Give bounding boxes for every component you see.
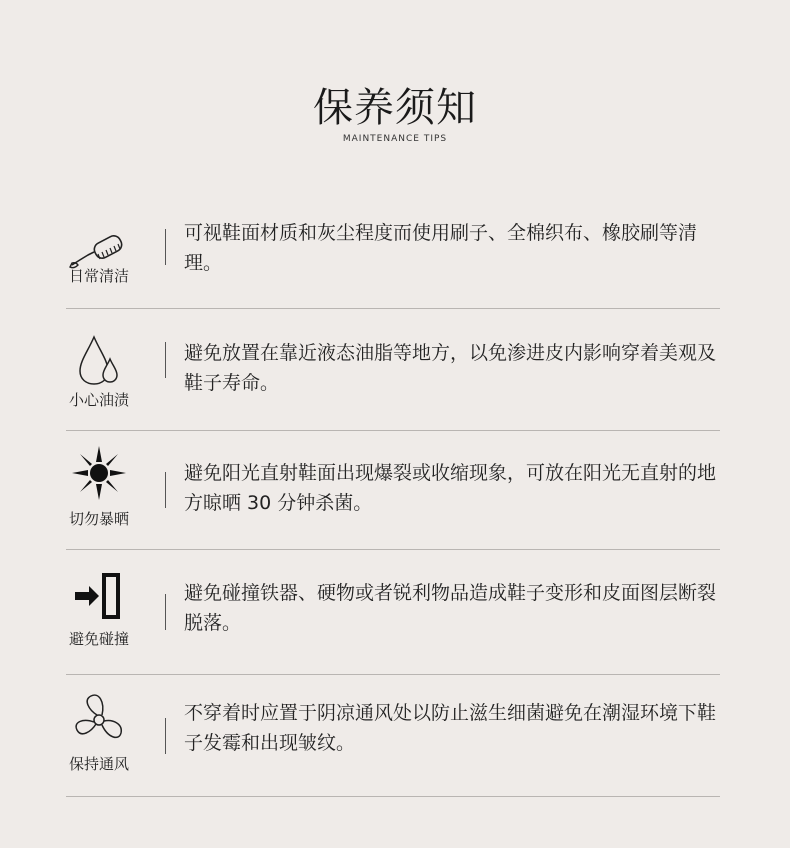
tip-text: 避免放置在靠近液态油脂等地方，以免渗进皮内影响穿着美观及鞋子寿命。 bbox=[184, 342, 717, 394]
divider bbox=[66, 796, 720, 797]
tip-text: 不穿着时应置于阴凉通风处以防止滋生细菌避免在潮湿环境下鞋子发霉和出现皱纹。 bbox=[184, 702, 717, 754]
tip-label: 切勿暴晒 bbox=[68, 510, 129, 528]
tip-label: 日常清洁 bbox=[68, 267, 129, 285]
separator bbox=[165, 718, 166, 754]
tip-text: 避免阳光直射鞋面出现爆裂或收缩现象，可放在阳光无直射的地方晾晒 30 分钟杀菌。 bbox=[184, 462, 717, 514]
fan-icon bbox=[60, 690, 138, 750]
page-title: 保养须知 bbox=[313, 85, 477, 131]
tip-label: 小心油渍 bbox=[68, 391, 129, 409]
separator bbox=[165, 472, 166, 508]
page-subtitle: MAINTENANCE TIPS bbox=[342, 134, 448, 144]
tip-label: 避免碰撞 bbox=[68, 630, 129, 648]
divider bbox=[66, 430, 720, 431]
oil-drops-icon bbox=[60, 330, 138, 390]
tip-text: 可视鞋面材质和灰尘程度而使用刷子、全棉织布、橡胶刷等清理。 bbox=[184, 222, 698, 274]
separator bbox=[165, 594, 166, 630]
separator bbox=[165, 229, 166, 265]
tip-text: 避免碰撞铁器、硬物或者锐利物品造成鞋子变形和皮面图层断裂脱落。 bbox=[184, 582, 717, 634]
separator bbox=[165, 342, 166, 378]
divider bbox=[66, 308, 720, 309]
divider bbox=[66, 674, 720, 675]
sun-icon bbox=[60, 443, 138, 503]
tip-label: 保持通风 bbox=[68, 755, 129, 773]
collision-icon bbox=[60, 566, 138, 626]
divider bbox=[66, 549, 720, 550]
